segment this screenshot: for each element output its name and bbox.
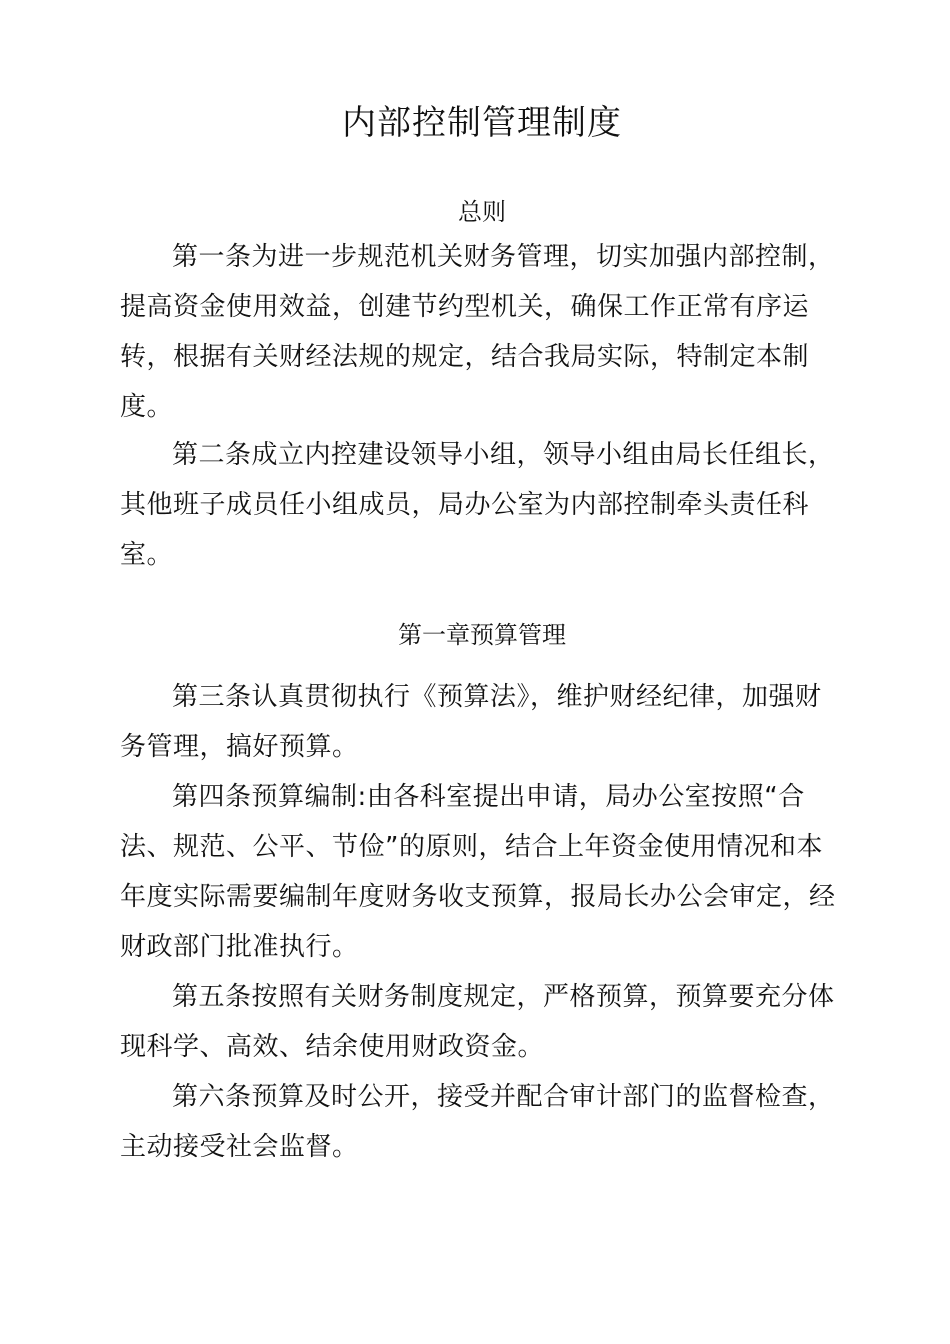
article-3-paragraph: 第三条认真贯彻执行《预算法》，维护财经纪律，加强财务管理，搞好预算。 xyxy=(120,682,822,762)
section-heading-general: 总则 xyxy=(458,198,506,226)
section-heading-chapter-1: 第一章预算管理 xyxy=(398,621,566,649)
article-2-paragraph: 第二条成立内控建设领导小组，领导小组由局长任组长，其他班子成员任小组成员，局办公室为内部控制牵头责任科室。 xyxy=(120,440,835,570)
article-1-paragraph: 第一条为进一步规范机关财务管理，切实加强内部控制，提高资金使用效益，创建节约型机关，确保工作正常有序运转，根据有关财经法规的规定，结合我局实际，特制定本制度。 xyxy=(120,242,835,422)
article-4-paragraph: 第四条预算编制:由各科室提出申请，局办公室按照“合法、规范、公平、节俭”的原则，结合上年资金使用情况和本年度实际需要编制年度财务收支预算，报局长办公会审定，经财政部门批准执行。 xyxy=(120,782,836,962)
article-5-paragraph: 第五条按照有关财务制度规定，严格预算，预算要充分体现科学、高效、结余使用财政资金。 xyxy=(120,982,835,1062)
document-title: 内部控制管理制度 xyxy=(342,103,622,143)
article-6-paragraph: 第六条预算及时公开，接受并配合审计部门的监督检查，主动接受社会监督。 xyxy=(120,1082,835,1162)
